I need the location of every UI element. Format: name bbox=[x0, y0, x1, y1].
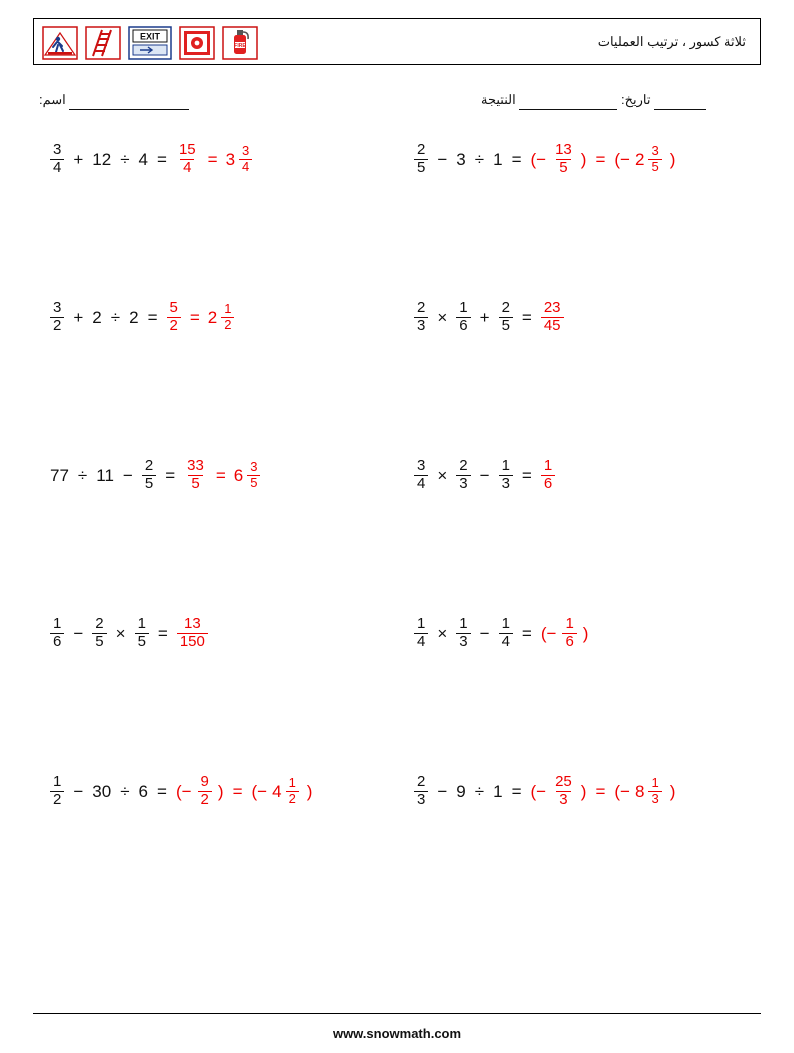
svg-text:FIRE: FIRE bbox=[234, 42, 246, 49]
term: 9 bbox=[456, 781, 466, 801]
fraction-numerator: 3 bbox=[242, 143, 250, 159]
fraction bbox=[414, 774, 428, 809]
fraction bbox=[198, 774, 212, 809]
fraction bbox=[92, 616, 106, 651]
term: (− bbox=[614, 781, 630, 801]
mixed-number bbox=[208, 302, 238, 332]
fraction-numerator: 1 bbox=[53, 615, 62, 632]
fraction-denominator: 5 bbox=[648, 159, 661, 175]
fraction-numerator: 1 bbox=[224, 301, 232, 317]
mixed-number bbox=[272, 776, 302, 806]
mixed-number bbox=[635, 776, 665, 806]
operator: = bbox=[157, 149, 167, 169]
term: 1 bbox=[493, 781, 503, 801]
page-title: ثلاثة كسور ، ترتيب العمليات bbox=[597, 33, 746, 49]
fraction-denominator: 3 bbox=[556, 791, 570, 809]
fraction bbox=[184, 458, 207, 493]
fraction bbox=[648, 776, 661, 806]
operator: = bbox=[521, 623, 532, 643]
problem-expression bbox=[47, 142, 397, 177]
fraction-numerator: 3 bbox=[250, 459, 258, 475]
fraction bbox=[177, 616, 208, 651]
fraction bbox=[414, 142, 428, 177]
fraction-numerator: 13 bbox=[555, 141, 572, 158]
fraction-denominator: 4 bbox=[239, 159, 252, 175]
meta-row bbox=[33, 92, 761, 114]
fraction-denominator: 5 bbox=[414, 159, 428, 177]
operator: = bbox=[232, 781, 243, 801]
term: 2 bbox=[92, 307, 102, 327]
fraction-denominator: 5 bbox=[142, 475, 156, 493]
mixed-number bbox=[226, 144, 256, 174]
fraction-numerator: 1 bbox=[459, 615, 468, 632]
problem-expression bbox=[411, 300, 761, 335]
problem-expression bbox=[411, 458, 761, 493]
operator: − bbox=[437, 149, 448, 169]
term: 11 bbox=[96, 465, 114, 485]
term: (− bbox=[530, 781, 547, 801]
fire-alarm-icon bbox=[179, 25, 215, 61]
fraction-numerator: 3 bbox=[53, 299, 62, 316]
operator: = bbox=[215, 465, 226, 485]
fraction-denominator: 45 bbox=[541, 317, 564, 335]
fraction-denominator: 3 bbox=[456, 633, 470, 651]
problem-4 bbox=[397, 288, 761, 446]
term: 3 bbox=[456, 149, 466, 169]
operator: = bbox=[511, 149, 522, 169]
fraction-numerator: 33 bbox=[187, 457, 204, 474]
fraction-numerator: 1 bbox=[501, 457, 510, 474]
term: 6 bbox=[138, 781, 149, 801]
fraction bbox=[499, 300, 513, 335]
problem-7 bbox=[33, 604, 397, 762]
problem-9 bbox=[33, 762, 397, 920]
problem-expression bbox=[47, 458, 397, 493]
fraction bbox=[176, 142, 199, 177]
date-field[interactable] bbox=[481, 92, 706, 110]
fraction-denominator: 3 bbox=[414, 317, 428, 335]
problem-expression bbox=[411, 142, 761, 177]
fraction-numerator: 2 bbox=[417, 141, 426, 158]
score-label: النتيجة bbox=[481, 92, 516, 107]
mixed-whole: 4 bbox=[272, 781, 282, 801]
operator: − bbox=[122, 465, 133, 485]
term: 1 bbox=[493, 149, 503, 169]
runner-exit-sign-icon bbox=[42, 25, 78, 61]
operator: × bbox=[437, 623, 448, 643]
fraction-numerator: 2 bbox=[459, 457, 468, 474]
problem-8 bbox=[397, 604, 761, 762]
fraction-numerator: 2 bbox=[144, 457, 154, 474]
problem-expression bbox=[47, 616, 397, 651]
term: ) bbox=[669, 149, 676, 169]
operator: = bbox=[157, 781, 167, 801]
fraction-denominator: 6 bbox=[50, 633, 64, 651]
fraction bbox=[239, 144, 252, 174]
operator: = bbox=[165, 465, 176, 485]
term: ) bbox=[580, 781, 587, 801]
fraction-numerator: 2 bbox=[501, 299, 510, 316]
operator: ÷ bbox=[110, 307, 121, 327]
fraction-denominator: 2 bbox=[50, 317, 64, 335]
fraction-denominator: 5 bbox=[247, 475, 260, 491]
fraction-denominator: 6 bbox=[456, 317, 470, 335]
operator: − bbox=[479, 623, 490, 643]
operator: + bbox=[73, 149, 84, 169]
fraction-numerator: 2 bbox=[417, 299, 426, 316]
fraction-numerator: 3 bbox=[417, 457, 426, 474]
fraction-numerator: 1 bbox=[53, 773, 62, 790]
fraction-denominator: 5 bbox=[135, 633, 149, 651]
term: ) bbox=[582, 623, 589, 643]
fraction-denominator: 2 bbox=[198, 791, 212, 809]
term: ) bbox=[306, 781, 313, 801]
fraction bbox=[456, 300, 470, 335]
fraction-denominator: 4 bbox=[180, 159, 194, 177]
operator: = bbox=[521, 465, 532, 485]
fraction bbox=[414, 300, 428, 335]
mixed-whole: 2 bbox=[207, 307, 218, 327]
fraction-numerator: 1 bbox=[543, 457, 553, 474]
fraction bbox=[552, 774, 575, 809]
problem-2 bbox=[397, 130, 761, 288]
fraction-denominator: 2 bbox=[167, 317, 181, 335]
operator: ÷ bbox=[474, 781, 485, 801]
fraction-numerator: 1 bbox=[137, 615, 146, 632]
fraction-numerator: 23 bbox=[543, 299, 561, 316]
fraction bbox=[499, 616, 513, 651]
problem-grid bbox=[33, 130, 761, 985]
term: (− bbox=[175, 781, 192, 801]
fraction-denominator: 3 bbox=[648, 791, 661, 807]
mixed-whole: 6 bbox=[233, 465, 244, 485]
exit-sign-icon bbox=[128, 25, 172, 61]
fraction-numerator: 1 bbox=[459, 299, 468, 316]
term: 30 bbox=[92, 781, 112, 801]
fraction-denominator: 4 bbox=[50, 159, 64, 177]
fraction-denominator: 4 bbox=[499, 633, 513, 651]
fraction-denominator: 5 bbox=[92, 633, 106, 651]
problem-expression bbox=[411, 616, 761, 651]
fraction-numerator: 1 bbox=[651, 775, 659, 791]
fraction bbox=[135, 616, 149, 651]
problem-6 bbox=[397, 446, 761, 604]
problem-1 bbox=[33, 130, 397, 288]
fraction bbox=[247, 460, 260, 490]
header-icon-strip bbox=[42, 23, 258, 62]
fraction bbox=[456, 616, 470, 651]
operator: = bbox=[511, 781, 522, 801]
term: (− bbox=[614, 149, 630, 169]
problem-expression bbox=[47, 774, 397, 809]
date-label: تاريخ: bbox=[620, 92, 651, 107]
operator: = bbox=[189, 307, 200, 327]
term: (− bbox=[251, 781, 268, 801]
fraction-numerator: 1 bbox=[288, 775, 296, 791]
fraction-denominator: 150 bbox=[177, 633, 208, 651]
operator: = bbox=[207, 149, 218, 169]
fraction bbox=[142, 458, 156, 493]
fraction-denominator: 2 bbox=[286, 791, 299, 807]
svg-text:EXIT: EXIT bbox=[139, 31, 161, 41]
mixed-whole: 2 bbox=[634, 149, 645, 169]
fraction bbox=[414, 616, 428, 651]
operator: = bbox=[595, 781, 606, 801]
operator: × bbox=[115, 623, 126, 643]
fraction-numerator: 2 bbox=[417, 773, 426, 790]
term: 2 bbox=[129, 307, 139, 327]
fraction bbox=[50, 616, 64, 651]
fraction bbox=[541, 300, 564, 335]
name-label: اسم: bbox=[39, 92, 66, 107]
mixed-whole: 8 bbox=[634, 781, 645, 801]
fraction-numerator: 3 bbox=[53, 141, 62, 158]
fire-extinguisher-icon bbox=[222, 25, 258, 61]
term: (− bbox=[530, 149, 547, 169]
term: ) bbox=[217, 781, 224, 801]
fraction-denominator: 5 bbox=[188, 475, 202, 493]
fraction bbox=[414, 458, 428, 493]
term: ) bbox=[580, 149, 587, 169]
fraction-numerator: 15 bbox=[178, 141, 196, 158]
fraction-denominator: 4 bbox=[414, 475, 428, 493]
fraction-denominator: 4 bbox=[414, 633, 428, 651]
fraction bbox=[499, 458, 513, 493]
operator: = bbox=[521, 307, 532, 327]
operator: − bbox=[437, 781, 448, 801]
operator: − bbox=[73, 623, 84, 643]
operator: − bbox=[479, 465, 490, 485]
fraction-numerator: 9 bbox=[200, 773, 209, 790]
fraction-denominator: 2 bbox=[50, 791, 64, 809]
operator: + bbox=[73, 307, 84, 327]
operator: ÷ bbox=[120, 149, 130, 169]
fraction-numerator: 25 bbox=[555, 773, 572, 790]
fraction-numerator: 13 bbox=[184, 615, 201, 632]
term: 12 bbox=[92, 149, 112, 169]
fraction bbox=[167, 300, 181, 335]
mixed-number bbox=[234, 460, 264, 490]
fraction-numerator: 1 bbox=[501, 615, 510, 632]
problem-5 bbox=[33, 446, 397, 604]
mixed-whole: 3 bbox=[225, 149, 236, 169]
fraction-denominator: 5 bbox=[499, 317, 513, 335]
fraction-numerator: 5 bbox=[169, 299, 178, 316]
fraction-denominator: 6 bbox=[562, 633, 576, 651]
fraction-denominator: 2 bbox=[221, 317, 234, 333]
fraction bbox=[648, 144, 661, 174]
problem-3 bbox=[33, 288, 397, 446]
fraction-denominator: 3 bbox=[414, 791, 428, 809]
fraction bbox=[50, 142, 64, 177]
fraction-denominator: 5 bbox=[556, 159, 570, 177]
fraction-denominator: 6 bbox=[541, 475, 555, 493]
fraction bbox=[50, 774, 64, 809]
problem-expression bbox=[47, 300, 397, 335]
name-field[interactable] bbox=[39, 92, 189, 110]
fraction-denominator: 3 bbox=[499, 475, 513, 493]
operator: = bbox=[157, 623, 168, 643]
operator: − bbox=[73, 781, 84, 801]
operator: ÷ bbox=[474, 149, 485, 169]
operator: = bbox=[595, 149, 606, 169]
fraction-numerator: 1 bbox=[565, 615, 574, 632]
problem-expression bbox=[411, 774, 761, 809]
footer-site: www.snowmath.com bbox=[332, 1026, 462, 1041]
footer-divider bbox=[33, 1013, 761, 1014]
fraction bbox=[552, 142, 575, 177]
operator: × bbox=[437, 307, 448, 327]
fraction bbox=[221, 302, 234, 332]
term: 77 bbox=[50, 465, 69, 485]
term: (− bbox=[540, 623, 557, 643]
header-box bbox=[33, 18, 761, 65]
operator: = bbox=[147, 307, 158, 327]
operator: ÷ bbox=[120, 781, 130, 801]
fraction bbox=[541, 458, 555, 493]
fraction bbox=[50, 300, 64, 335]
operator: ÷ bbox=[77, 465, 88, 485]
operator: × bbox=[437, 465, 448, 485]
ladder-icon bbox=[85, 25, 121, 61]
problem-10 bbox=[397, 762, 761, 920]
term: ) bbox=[669, 781, 676, 801]
fraction bbox=[562, 616, 576, 651]
fraction-numerator: 3 bbox=[651, 143, 659, 159]
fraction-denominator: 3 bbox=[456, 475, 470, 493]
mixed-number bbox=[635, 144, 665, 174]
fraction bbox=[286, 776, 299, 806]
fraction-numerator: 1 bbox=[417, 615, 426, 632]
term: 4 bbox=[138, 149, 149, 169]
fraction bbox=[456, 458, 470, 493]
operator: + bbox=[479, 307, 490, 327]
fraction-numerator: 2 bbox=[95, 615, 104, 632]
